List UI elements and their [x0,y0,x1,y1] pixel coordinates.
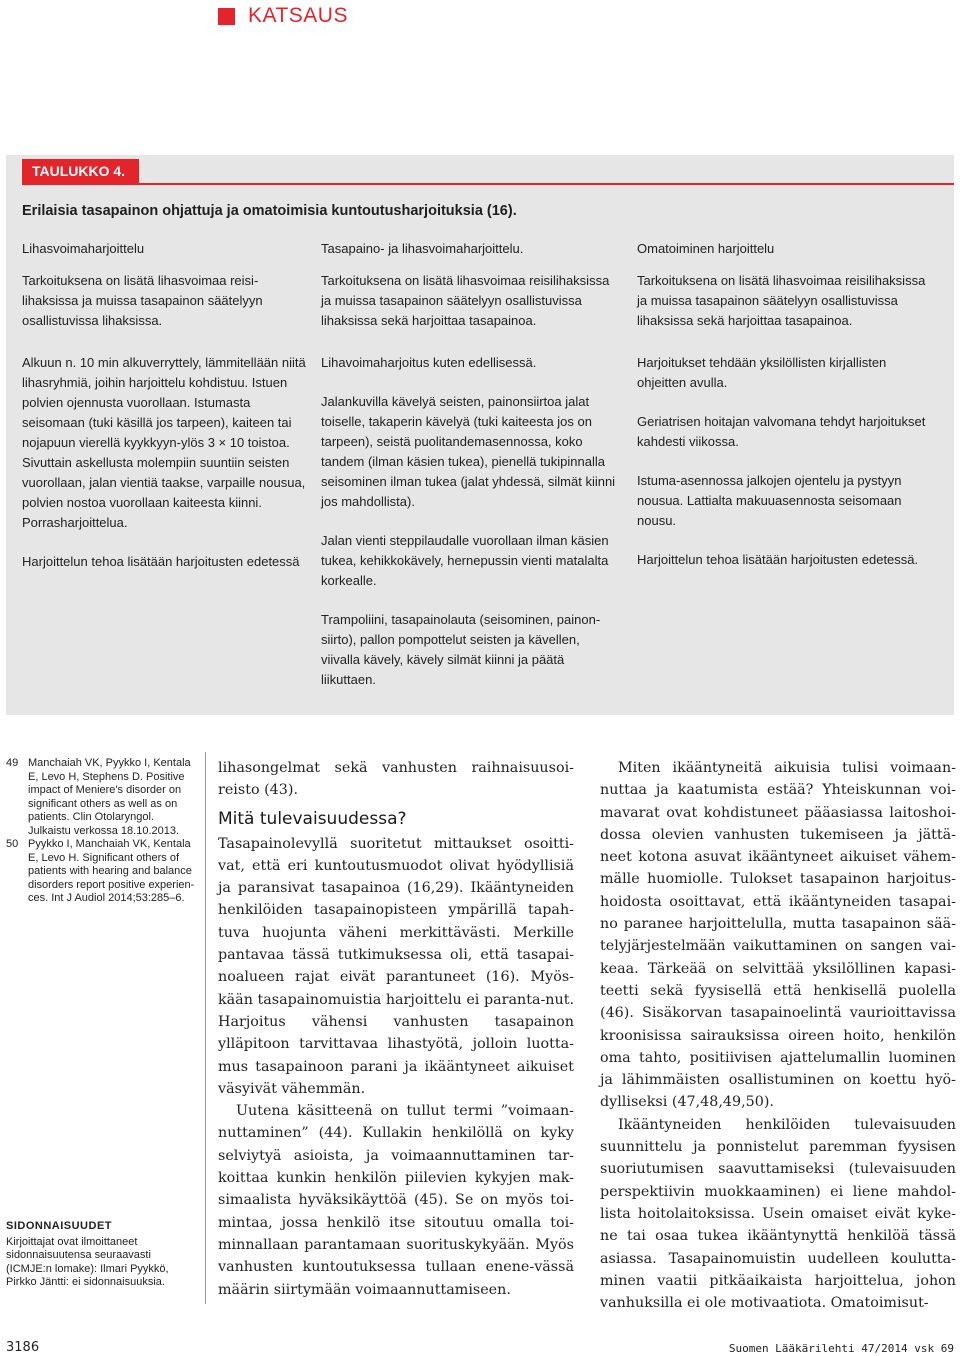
column-head: Omatoiminen harjoittelu [637,241,775,256]
reference-number: 49 [6,757,19,769]
column-divider [205,752,206,1304]
column-item: Alkuun n. 10 min alkuverryttely, lämmitellään niitä lihasryhmiä, joihin harjoittelu kohdistuu. Istuen polvien ojennusta vuorollaan. Istumasta seisomaan (tuki käsillä jos tarpeen), kaiteen tai nojapuun vierellä kyykkyyn-ylös 3 × 10 toistoa. Sivuttain askellusta molempiin suuntiin seisten vuorollaan, jalan vientiä taakse, varpaille nousua, polvien nostoa vuorollaan kaiteesta kiinni. Porrasharjoittelua. [22,355,306,530]
article-paragraph: Tasapainolevyllä suoritetut mittaukset osoitti-vat, että eri kuntoutusmuodot olivat hyödyllisiä ja paransivat tasapainoa (16,29). Ikääntyneiden henkilöiden tasapainopisteen ympärillä tapah-tuva huojunta väheni merkittävästi. Merkille pantavaa tässä tutkimuksessa oli, että tasapai-noalueen rajat eivät parantuneet (16). Myös-kään tasapainomuistia harjoittelu ei paranta-nut. Harjoitus vähensi vanhusten tasapainon ylläpitoon tarvittavaa lihastyötä, jolloin luotta-mus tasapainoon parani ja ikääntyneet aikuiset väsyivät vähemmän. [218,835,574,1097]
article-column-1 [218,757,574,1301]
reference-list [6,757,196,906]
table-column-self-training [637,239,937,589]
section-marker [218,8,235,25]
column-intro: Tarkoituksena on lisätä lihasvoimaa reisi-lihaksissa ja muissa tasapainon säätelyyn osallistuvissa lihaksissa. [22,273,263,328]
article-paragraph: lihasongelmat sekä vanhusten raihnaisuusoi-reisto (43). [218,760,574,799]
journal-footer: Suomen Lääkärilehti 47/2014 vsk 69 [728,1342,954,1355]
column-intro: Tarkoituksena on lisätä lihasvoimaa reisilihaksissa ja muissa tasapainon säätelyyn osallistuvissa lihaksissa sekä harjoittaa tasapainoa. [637,273,926,328]
article-paragraph: Ikääntyneiden henkilöiden tulevaisuuden suunnittelu ja ponnistelut paremman fyysisen suoriutumisen saavuttamiseksi (tulevaisuuden perspektiivin muokkaaminen) ei liene mahdol-lista hoitolaitoksissa. Usein omaiset eivät kyke-ne tai osaa tukea ikääntynyttä henkilöä tässä asiassa. Tasapainomuistin uudelleen koulutta-minen vaatii pitkäaikaista harjoittelua, johon vanhuksilla ei ole motivaatiota. Omatoimisut- [600,1116,956,1312]
article-column-2 [600,757,956,1314]
reference-item [6,757,196,838]
article-paragraph: Miten ikääntyneitä aikuisia tulisi voimaan-nuttaa ja kaatumista estää? Yhteiskunnan voi-mavarat ovat kohdistuneet pääasiassa laitoshoi-dossa olevien vanhusten tukemiseen ja jättä-neet kotona asuvat ikääntyneet aikuiset vähem-mälle huomiolle. Tulokset tasapainon harjoitus-hoidosta osoittavat, että ikääntyneiden tasapai-no paranee harjoittelulla, mutta tasapainon sää-telyjärjestelmään vaikuttaminen on sangen vai-keaa. Tärkeää on selvittää yksilöllinen kapasi-teetti sekä fyysisellä että henkisellä puolella (46). Sisäkorvan tasapainoelintä vaurioittavissa kroonisissa sairauksissa oireen hoito, henkilön oma tahto, positiivisen ajattelumallin luominen ja lähimmäisten osallistuminen on koettu hyö-dylliseksi (47,48,49,50). [600,760,956,1111]
column-item: Istuma-asennossa jalkojen ojentelu ja pystyyn nousua. Lattialta makuuasennosta seisomaan nousu. [637,473,902,528]
table-column-strength [22,239,312,591]
table-column-balance [321,239,621,709]
table-title: Erilaisia tasapainon ohjattuja ja omatoimisia kuntoutusharjoituksia (16). [22,203,517,219]
reference-text: Pyykko I, Manchaiah VK, Kentala E, Levo H. Significant others of patients with hearing and balance disorders report positive experien-ces. Int J Audiol 2014;53:285–6. [28,838,195,904]
column-item: Geriatrisen hoitajan valvomana tehdyt harjoitukset kahdesti viikossa. [637,414,926,449]
column-item: Trampoliini, tasapainolauta (seisominen, painon-siirto), pallon pompottelut seisten ja kävellen, viivalla kävely, kävely silmät kiinni ja päätä liikuttaen. [321,612,601,687]
column-item: Harjoittelun tehoa lisätään harjoitusten edetessä [22,554,300,569]
table-tab: TAULUKKO 4. [22,159,139,183]
column-item: Jalan vienti steppilaudalle vuorollaan ilman käsien tukea, kehikkokävely, hernepussin vienti matalalta korkealle. [321,533,609,588]
page-number: 3186 [6,1340,40,1355]
section-header [218,2,348,30]
table-panel [6,155,954,715]
reference-item [6,838,196,906]
article-paragraph: Uutena käsitteenä on tullut termi ”voimaan-nuttaminen” (44). Kullakin henkilöllä on kyky selviytyä asioista, ja voimaannuttaminen tar-koittaa kunkin henkilön piilevien kykyjen mak-simaalista hyväksikäyttöä (45). Se on myös toi-mintaa, jossa henkilö itse sitoutuu omalla toi-minnallaan parantamaan suorituskykyään. Myös vanhusten kuntoutuksessa tullaan enene-vässä määrin siirtymään voimaannuttamiseen. [218,1103,574,1298]
column-item: Harjoittelun tehoa lisätään harjoitusten edetessä. [637,552,919,567]
disclosure-text: Kirjoittajat ovat ilmoittaneet sidonnaisuutensa seuraavasti (ICMJE:n lomake): Ilmari Pyykkö, Pirkko Jäntti: ei sidonnaisuuksia. [6,1235,169,1288]
disclosure-heading: SIDONNAISUUDET [6,1220,113,1232]
tab-rule [22,183,954,185]
reference-text: Manchaiah VK, Pyykko I, Kentala E, Levo H, Stephens D. Positive impact of Meniere's disorder on significant others as well as on patients. Clin Otolaryngol. Julkaistu verkossa 18.10.2013. [28,757,191,837]
article-heading: Mitä tulevaisuudessa? [218,808,407,829]
column-head: Tasapaino- ja lihasvoimaharjoittelu. [321,241,524,256]
column-item: Lihavoimaharjoitus kuten edellisessä. [321,355,537,370]
disclosure-box [6,1220,196,1290]
column-item: Harjoitukset tehdään yksilöllisten kirjallisten ohjeitten avulla. [637,355,887,390]
section-label: KATSAUS [248,4,348,27]
column-head: Lihasvoimaharjoittelu [22,241,145,256]
column-item: Jalankuvilla kävelyä seisten, painonsiirtoa jalat toiselle, takaperin kävelyä (tuki kaiteesta jos on tarpeen), seistä puolitandemasennossa, koko tandem (ilman käsien tukea), pienellä tukipinnalla seisominen ilman tukea (jalat yhdessä, silmät kiinni jos mahdollista). [321,394,616,509]
column-intro: Tarkoituksena on lisätä lihasvoimaa reisilihaksissa ja muissa tasapainon säätelyyn osallistuvissa lihaksissa sekä harjoittaa tasapainoa. [321,273,610,328]
reference-number: 50 [6,838,19,850]
